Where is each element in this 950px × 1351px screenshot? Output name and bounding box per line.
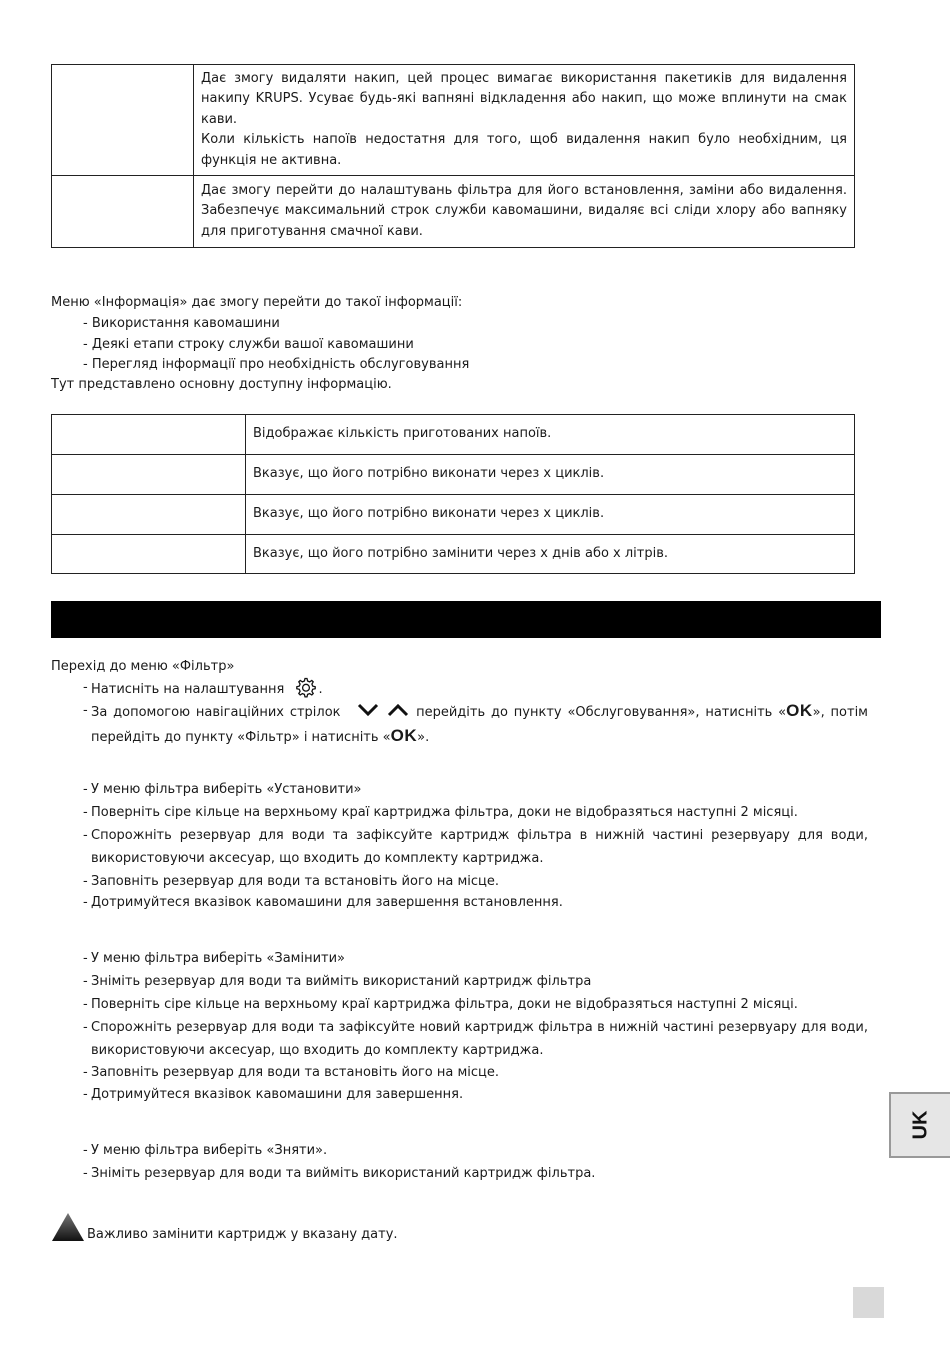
table-row: [52, 65, 855, 176]
list-item: - Заповніть резервуар для води та встановіть його на місце.: [83, 1065, 500, 1080]
list-item: - Заповніть резервуар для води та встановіть його на місце.: [83, 874, 500, 889]
info-outro: Тут представлено основну доступну інформацію.: [51, 377, 392, 392]
list-item: - Дотримуйтеся вказівок кавомашини для завершення.: [83, 1087, 464, 1102]
table-text-cell: [194, 65, 855, 176]
step-text: Натисніть на налаштування: [91, 682, 285, 697]
info-intro: Меню «Інформація» дає змогу перейти до такої інформації:: [51, 295, 463, 310]
table-label-cell: [52, 176, 194, 248]
list-item: - Деякі етапи строку служби вашої кавомашини: [83, 336, 414, 352]
language-tab: [889, 1092, 950, 1158]
table-row: [52, 455, 855, 495]
list-item: - Натисніть на налаштування .: [83, 676, 868, 701]
descale-text: Дає змогу видаляти накип, цей процес вимагає використання пакетиків для видалення накипу KRUPS. Усуває будь-які вапняні відкладення або накип, що може вплинути на смак кави.: [201, 70, 847, 127]
table-label-cell: [52, 65, 194, 176]
list-item: - Поверніть сіре кільце на верхньому краї картриджа фільтра, доки не відобразяться наступні 2 місяці.: [83, 805, 798, 820]
table-row: [52, 535, 855, 574]
table-row: [52, 495, 855, 535]
warning-triangle-icon: [51, 1212, 85, 1242]
chevron-down-icon: [356, 702, 380, 718]
table-text-cell: Відображає кількість приготованих напоїв.: [246, 415, 855, 455]
maintenance-table: [51, 64, 855, 248]
section-header-bar: [51, 601, 881, 638]
filter-intro: Перехід до меню «Фільтр»: [51, 659, 235, 674]
table-text-cell: Дає змогу перейти до налаштувань фільтра для його встановлення, заміни або видалення. Забезпечує максимальний строк служби кавомашини, видаляє всі сліди хлору або вапняку для приготування смачної кави.: [194, 176, 855, 248]
gear-icon: [292, 676, 318, 698]
info-list: [83, 314, 469, 376]
table-label-cell: [52, 455, 246, 495]
list-item: - Спорожніть резервуар для води та зафіксуйте новий картридж фільтра в нижній частині резервуару для води, використовуючи аксесуар, що входить до комплекту картриджа.: [83, 1020, 868, 1058]
list-item: - Дотримуйтеся вказівок кавомашини для завершення встановлення.: [83, 895, 563, 910]
table-text-cell: Вказує, що його потрібно виконати через x циклів.: [246, 455, 855, 495]
list-item: - Зніміть резервуар для води та вийміть використаний картридж фільтра: [83, 974, 592, 989]
list-item: - Використання кавомашини: [83, 316, 280, 331]
warning-text: Важливо замінити картридж у вказану дату.: [87, 1227, 398, 1242]
list-item: - Поверніть сіре кільце на верхньому краї картриджа фільтра, доки не відобразяться наступні 2 місяці.: [83, 997, 798, 1012]
table-label-cell: [52, 495, 246, 535]
table-label-cell: [52, 415, 246, 455]
ok-button-label: OK: [390, 726, 418, 745]
info-table: [51, 414, 855, 574]
table-row: [52, 176, 855, 248]
list-item: - За допомогою навігаційних стрілок перейдіть до пункту «Обслуговування», натисніть «OK», потім перейдіть до пункту «Фільтр» і натисніть «OK».: [83, 701, 868, 745]
table-text-cell: Вказує, що його потрібно замінити через x днів або x літрів.: [246, 535, 855, 574]
ok-button-label: OK: [786, 701, 813, 720]
descale-note: Коли кількість напоїв недостатня для того, щоб видалення накип було необхідним, ця функція не активна.: [201, 132, 847, 168]
list-item: - Зніміть резервуар для води та вийміть використаний картридж фільтра.: [83, 1166, 596, 1181]
table-label-cell: [52, 535, 246, 574]
table-row: [52, 415, 855, 455]
list-item: - У меню фільтра виберіть «Замінити»: [83, 951, 346, 966]
list-item: - Спорожніть резервуар для води та зафіксуйте картридж фільтра в нижній частині резервуару для води, використовуючи аксесуар, що входить до комплекту картриджа.: [83, 828, 868, 866]
list-item: - У меню фільтра виберіть «Зняти».: [83, 1143, 328, 1158]
language-tab-label: UK: [909, 1110, 931, 1140]
page-number-box: [853, 1287, 884, 1318]
chevron-up-icon: [386, 702, 410, 718]
list-item: - У меню фільтра виберіть «Установити»: [83, 782, 362, 797]
list-item: - Перегляд інформації про необхідність обслуговування: [83, 357, 470, 372]
table-text-cell: Вказує, що його потрібно виконати через x циклів.: [246, 495, 855, 535]
